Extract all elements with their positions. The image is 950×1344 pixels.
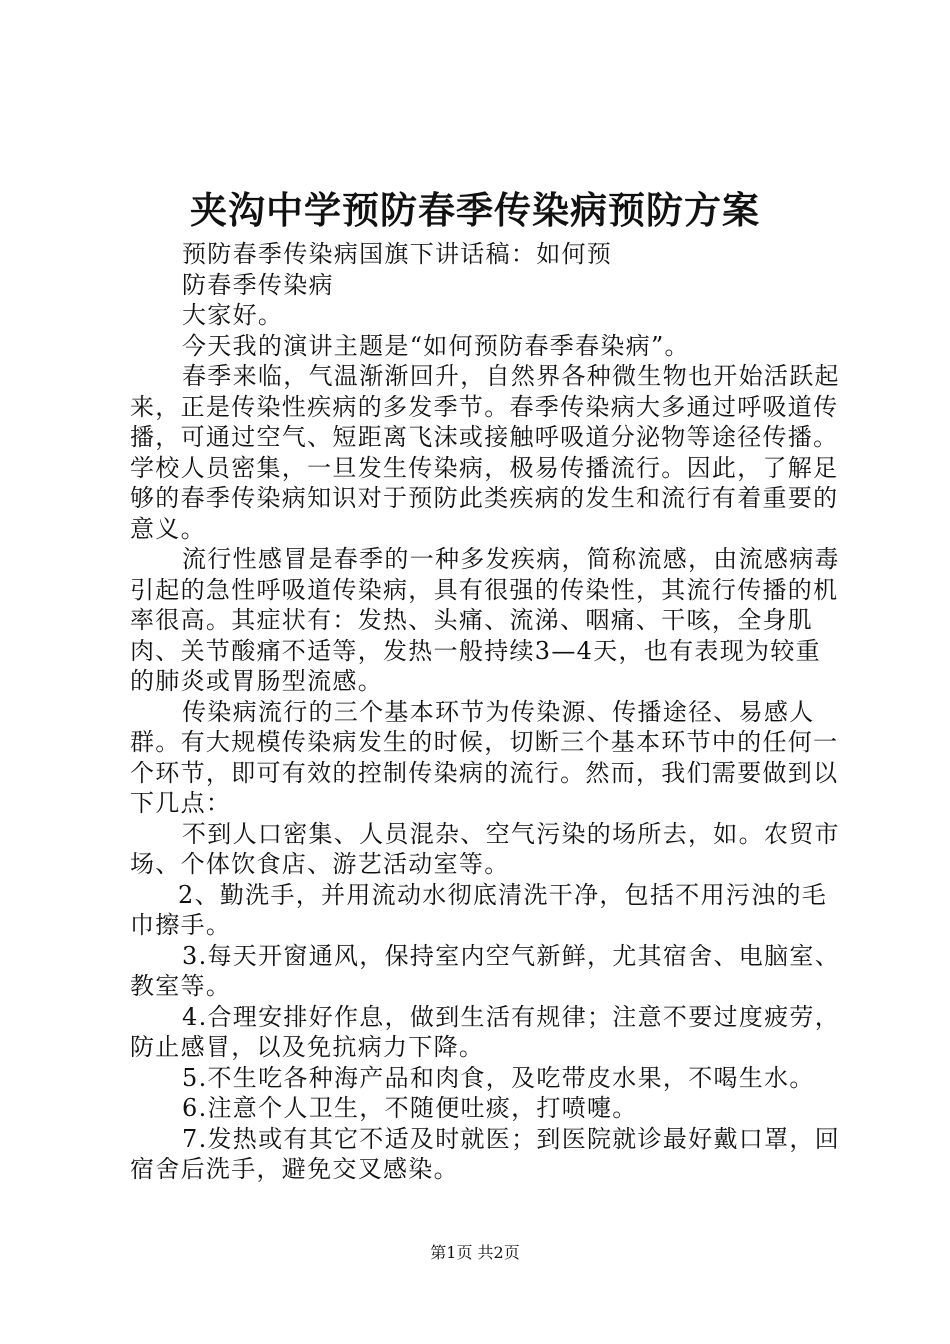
list-item-1: 不到人口密集、人员混杂、空气污染的场所去，如。农贸市场、个体饮食店、游艺活动室等。 xyxy=(130,819,840,878)
page-footer: 第1页 共2页 xyxy=(430,1243,520,1262)
list-item-4: 4.合理安排好作息，做到生活有规律；注意不要过度疲劳，防止感冒，以及免抗病力下降。 xyxy=(130,1002,840,1061)
list-item-3: 3.每天开窗通风，保持室内空气新鲜，尤其宿舍、电脑室、教室等。 xyxy=(130,941,840,1000)
paragraph-greeting: 大家好。 xyxy=(182,301,284,329)
list-item-7: 7.发热或有其它不适及时就医；到医院就诊最好戴口罩，回宿舍后洗手，避免交叉感染。 xyxy=(130,1124,840,1183)
document-title: 夹沟中学预防春季传染病预防方案 xyxy=(190,188,760,232)
list-item-6: 6.注意个人卫生，不随便吐痰，打喷嚏。 xyxy=(182,1094,638,1122)
paragraph-flu: 流行性感冒是春季的一种多发疾病，简称流感，由流感病毒引起的急性呼吸道传染病，具有很强的传染性，其流行传播的机率很高。其症状有：发热、头痛、流涕、咽痛、干咳，全身肌肉、关节酸痛不适等，发热一般持续3—4天，也有表现为较重的肺炎或胃肠型流感。 xyxy=(130,545,840,695)
paragraph-intro-line-2: 防春季传染病 xyxy=(182,270,334,299)
list-item-5: 5.不生吃各种海产品和肉食，及吃带皮水果，不喝生水。 xyxy=(182,1063,815,1092)
list-item-2: 2、勤洗手，并用流动水彻底清洗干净，包括不用污浊的毛巾擦手。 xyxy=(130,880,828,939)
paragraph-topic: 今天我的演讲主题是“如何预防春季春染病”。 xyxy=(182,331,690,360)
paragraph-intro-line-1: 预防春季传染病国旗下讲话稿：如何预 xyxy=(182,240,613,268)
paragraph-spring: 春季来临，气温渐渐回升，自然界各种微生物也开始活跃起来，正是传染性疾病的多发季节。春季传染病大多通过呼吸道传播，可通过空气、短距离飞沫或接触呼吸道分泌物等途径传播。学校人员密集，一旦发生传染病，极易传播流行。因此，了解足够的春季传染病知识对于预防此类疾病的发生和流行有着重要的意义。 xyxy=(130,362,840,543)
document-body xyxy=(130,239,846,1185)
paragraph-three-links: 传染病流行的三个基本环节为传染源、传播途径、易感人群。有大规模传染病发生的时候，切断三个基本环节中的任何一个环节，即可有效的控制传染病的流行。然而，我们需要做到以下几点： xyxy=(130,697,839,817)
